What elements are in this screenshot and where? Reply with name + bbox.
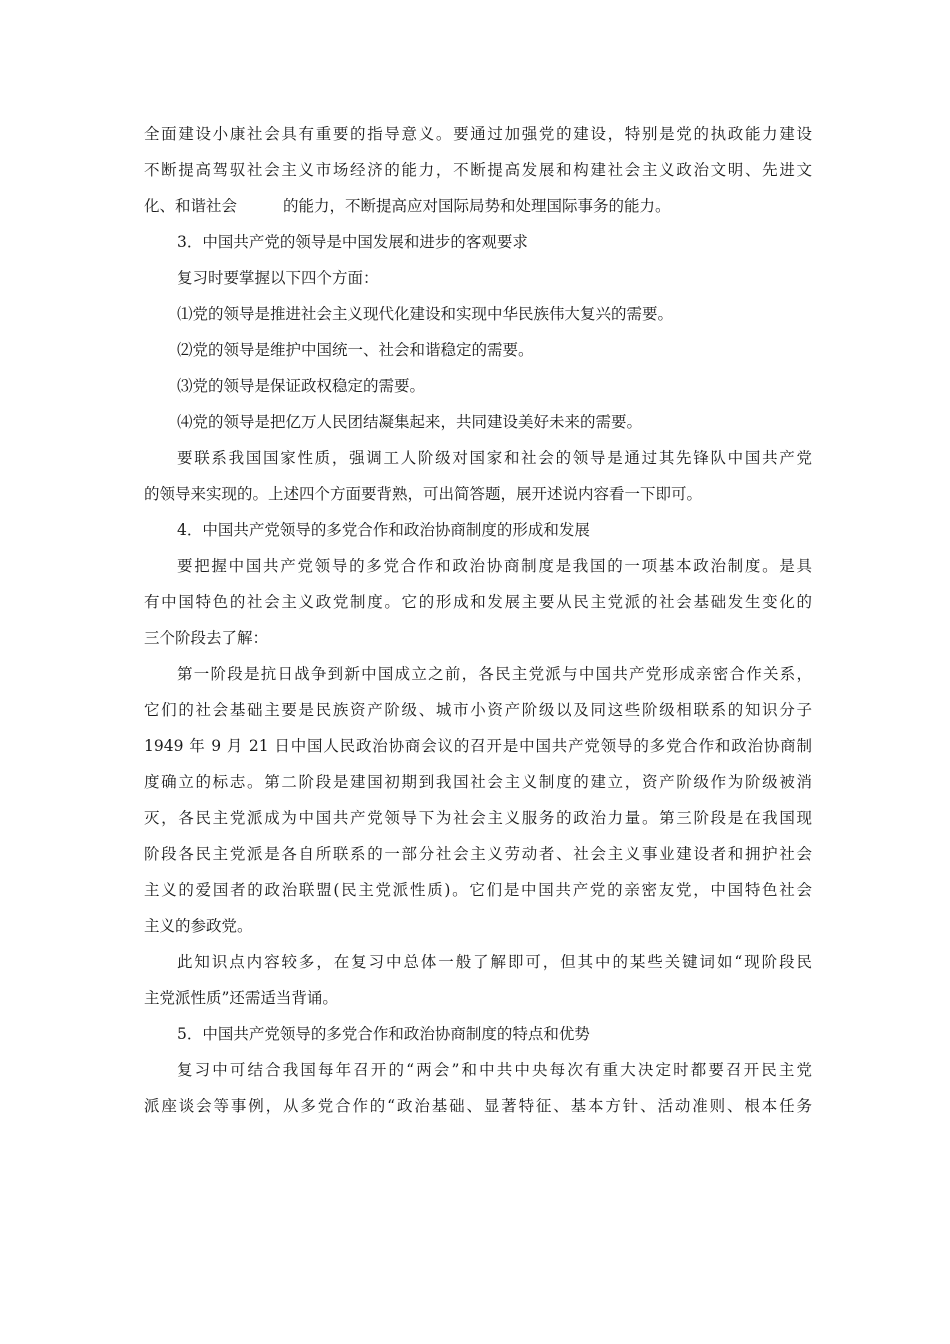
text-line: 度确立的标志。第二阶段是建国初期到我国社会主义制度的建立，资产阶级作为阶级被消 — [144, 773, 812, 791]
section-heading: 3．中国共产党的领导是中国发展和进步的客观要求 — [177, 233, 528, 251]
list-item: ⑷党的领导是把亿万人民团结凝集起来，共同建设美好未来的需要。 — [177, 413, 643, 431]
text-line: 三个阶段去了解： — [144, 629, 269, 647]
text-line: 全面建设小康社会具有重要的指导意义。要通过加强党的建设，特别是党的执政能力建设 — [144, 125, 812, 143]
list-item: ⑴党的领导是推进社会主义现代化建设和实现中华民族伟大复兴的需要。 — [177, 305, 674, 323]
text-line: 阶段各民主党派是各自所联系的一部分社会主义劳动者、社会主义事业建设者和拥护社会 — [144, 845, 812, 863]
text-line: 复习中可结合我国每年召开的“两会”和中共中央每次有重大决定时都要召开民主党 — [177, 1061, 812, 1079]
text-line: 它们的社会基础主要是民族资产阶级、城市小资产阶级以及同这些阶级相联系的知识分子 — [144, 701, 812, 719]
text-line: 主义的参政党。 — [144, 917, 253, 935]
document-body — [144, 116, 812, 1124]
text-line: 有中国特色的社会主义政党制度。它的形成和发展主要从民主党派的社会基础发生变化的 — [144, 593, 812, 611]
section-heading: 5．中国共产党领导的多党合作和政治协商制度的特点和优势 — [177, 1025, 590, 1043]
text-line: 此知识点内容较多，在复习中总体一般了解即可，但其中的某些关键词如“现阶段民 — [177, 953, 812, 971]
text-line: 的领导来实现的。上述四个方面要背熟，可出简答题，展开述说内容看一下即可。 — [144, 485, 703, 503]
text-line: 主党派性质”还需适当背诵。 — [144, 989, 338, 1007]
text-line: 灭，各民主党派成为中国共产党领导下为社会主义服务的政治力量。第三阶段是在我国现 — [144, 809, 812, 827]
text-line: 复习时要掌握以下四个方面： — [177, 269, 379, 287]
text-line: 1949 年 9 月 21 日中国人民政治协商会议的召开是中国共产党领导的多党合作和政治协商制 — [144, 737, 812, 755]
text-line — [144, 188, 812, 224]
text-fragment: 的能力，不断提高应对国际局势和处理国际事务的能力。 — [283, 197, 671, 215]
text-line: 第一阶段是抗日战争到新中国成立之前，各民主党派与中国共产党形成亲密合作关系， — [177, 665, 812, 683]
text-line: 主义的爱国者的政治联盟(民主党派性质)。它们是中国共产党的亲密友党，中国特色社会 — [144, 881, 812, 899]
text-line: 要把握中国共产党领导的多党合作和政治协商制度是我国的一项基本政治制度。是具 — [177, 557, 812, 575]
list-item: ⑶党的领导是保证政权稳定的需要。 — [177, 377, 426, 395]
section-heading: 4．中国共产党领导的多党合作和政治协商制度的形成和发展 — [177, 521, 590, 539]
text-line: 派座谈会等事例，从多党合作的“政治基础、显著特征、基本方针、活动准则、根本任务 — [144, 1097, 812, 1115]
list-item: ⑵党的领导是维护中国统一、社会和谐稳定的需要。 — [177, 341, 534, 359]
text-line: 要联系我国国家性质，强调工人阶级对国家和社会的领导是通过其先锋队中国共产党 — [177, 449, 812, 467]
text-line: 不断提高驾驭社会主义市场经济的能力，不断提高发展和构建社会主义政治文明、先进文 — [144, 161, 812, 179]
text-fragment: 化、和谐社会 — [144, 197, 238, 215]
